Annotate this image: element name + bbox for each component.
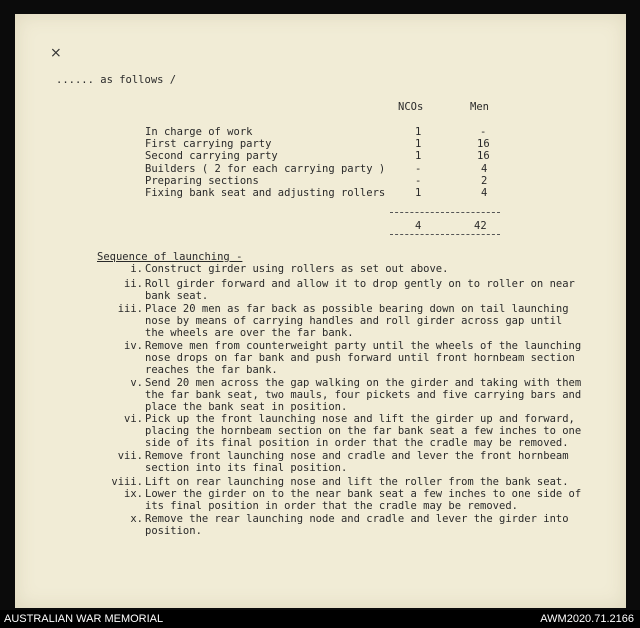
step-text-line: section into its final position. (145, 461, 348, 474)
step-text-line: Pick up the front launching nose and lift the girder up and forward, (145, 413, 575, 425)
total-underline (390, 234, 500, 235)
table-row-men: 4 (481, 163, 488, 175)
step-text-line: position. (145, 524, 202, 537)
step-text-line: its final position in order that the cradle may be removed. (145, 499, 518, 512)
step-text-line: side of its final position in order that the cradle may be removed. (145, 436, 569, 449)
men-column-header: Men (470, 101, 489, 113)
step-text-line: Remove front launching nose and cradle and lever the front hornbeam (145, 450, 569, 462)
step-number: ix. (124, 488, 143, 500)
table-row-men: 16 (477, 150, 490, 162)
table-row-ncos: 1 (415, 138, 422, 150)
table-row-men: 2 (481, 175, 488, 187)
step-text-line: nose by means of carrying handles and roll girder across gap until (145, 314, 563, 327)
step-text-line: Remove the rear launching node and cradle and lever the girder into (145, 513, 569, 525)
table-row-ncos: 1 (415, 187, 422, 199)
step-text-line: the far bank seat, two mauls, four pickets and five carrying bars and (145, 388, 582, 401)
table-row-label: Preparing sections (145, 175, 259, 187)
total-ncos: 4 (415, 220, 422, 232)
table-row-ncos: 1 (415, 150, 422, 162)
table-row-label: Fixing bank seat and adjusting rollers (145, 187, 386, 199)
step-number: iii. (117, 303, 143, 315)
step-text-line: Remove men from counterweight party until the wheels of the launching (145, 340, 582, 352)
table-row-label: First carrying party (145, 138, 272, 150)
step-number: x. (130, 513, 143, 525)
step-text-line: the wheels are over the far bank. (145, 326, 354, 339)
step-text-line: reaches the far bank. (145, 363, 278, 376)
table-row-ncos: 1 (415, 126, 422, 138)
step-text-line: Construct girder using rollers as set out above. (145, 263, 449, 275)
step-text-line: placing the hornbeam section on the far bank seat a few inches to one (145, 424, 582, 437)
table-row-ncos: - (415, 163, 422, 175)
step-text-line: nose drops on far bank and push forward until front hornbeam section (145, 351, 575, 364)
step-text-line: bank seat. (145, 289, 209, 302)
step-text-line: Lift on rear launching nose and lift the roller from the bank seat. (145, 476, 569, 488)
table-row-men: 16 (477, 138, 490, 150)
intro-line: ...... as follows / (56, 74, 177, 86)
step-text-line: Roll girder forward and allow it to drop gently on to roller on near (145, 278, 575, 290)
table-row-label: Builders ( 2 for each carrying party ) (145, 163, 386, 175)
step-number: iv. (124, 340, 143, 352)
table-row-label: Second carrying party (145, 150, 278, 162)
step-number: ii. (124, 278, 143, 290)
step-number: vii. (117, 450, 143, 462)
step-number: i. (130, 263, 143, 275)
footer-accession-number: AWM2020.71.2166 (540, 613, 634, 625)
step-text-line: Send 20 men across the gap walking on the girder and taking with them (145, 377, 582, 389)
table-row-ncos: - (415, 175, 422, 187)
step-text-line: Lower the girder on to the near bank seat a few inches to one side of (145, 488, 582, 500)
step-text-line: Place 20 men as far back as possible bearing down on tail launching (145, 303, 569, 315)
step-text-line: place the bank seat in position. (145, 400, 348, 413)
total-men: 42 (474, 220, 487, 232)
table-row-men: 4 (481, 187, 488, 199)
sequence-heading: Sequence of launching - (97, 251, 243, 263)
table-row-men: - (480, 126, 487, 138)
ncos-column-header: NCOs (398, 101, 424, 113)
table-row-label: In charge of work (145, 126, 253, 138)
footer-institution: AUSTRALIAN WAR MEMORIAL (4, 613, 164, 625)
pencil-mark: ⨯ (50, 45, 62, 61)
step-number: viii. (111, 476, 143, 488)
total-rule (390, 212, 500, 213)
step-number: v. (130, 377, 143, 389)
step-number: vi. (124, 413, 143, 425)
